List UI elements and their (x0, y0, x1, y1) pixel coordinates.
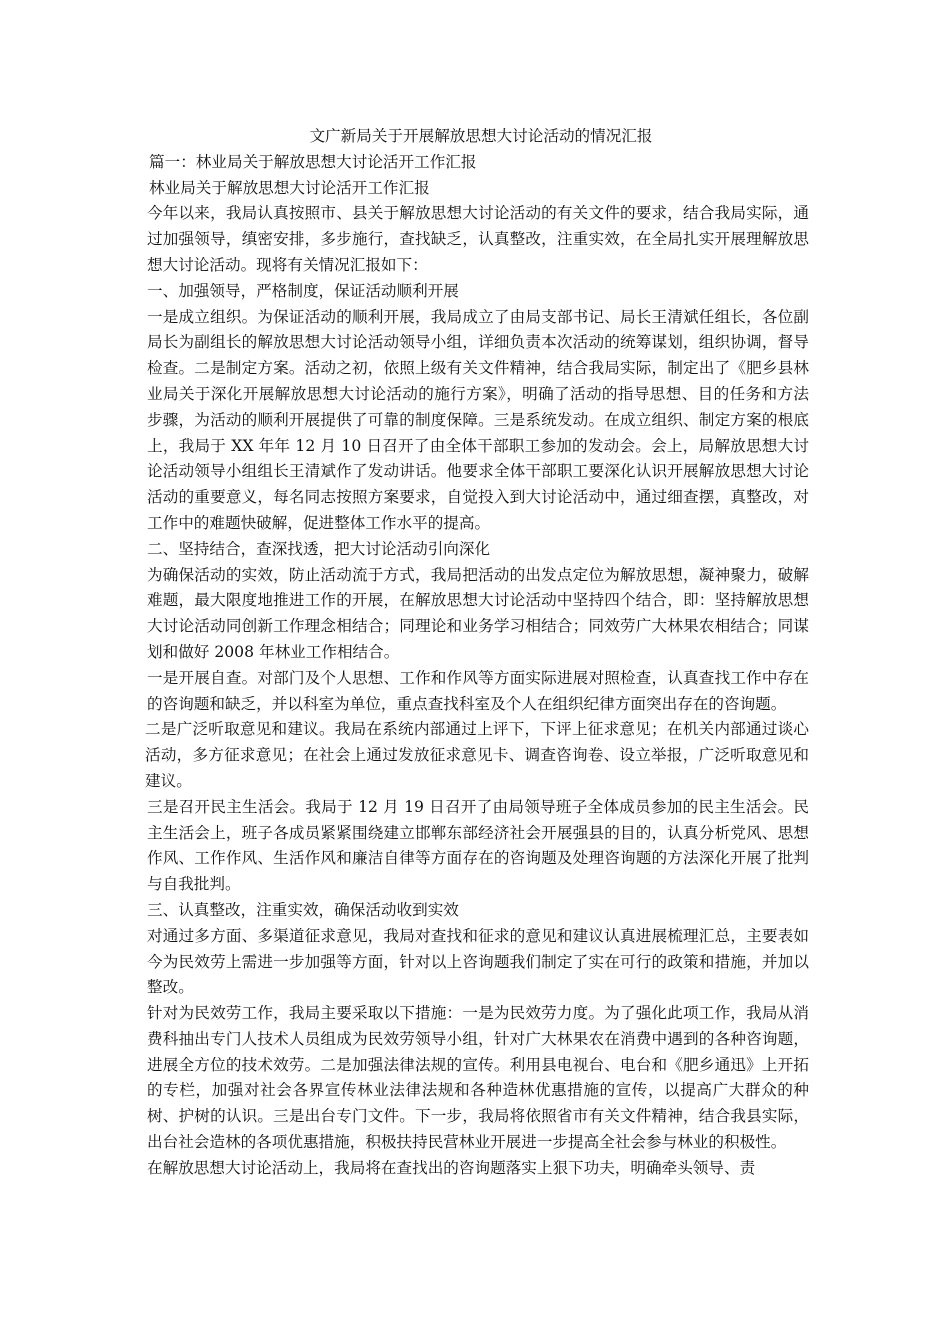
section-heading: 一、加强领导，严格制度，保证活动顺利开展 (147, 281, 459, 300)
report-subtitle: 林业局关于解放思想大讨论活开工作汇报 (149, 178, 430, 197)
body-paragraph: 为确保活动的实效，防止活动流于方式，我局把活动的出发点定位为解放思想，凝神聚力，破解难题，最大限度地推进工作的开展，在解放思想大讨论活动中坚持四个结合，即：坚持解放思想大讨论活动同创新工作理念相结合；同理论和业务学习相结合；同效劳广大林果农相结合；同谋划和做好 2008 年林业工作相结合。 (147, 565, 809, 661)
document-page (145, 124, 809, 1182)
section-heading: 篇一：林业局关于解放思想大讨论活开工作汇报 (149, 152, 477, 171)
section-heading: 二、坚持结合，查深找透，把大讨论活动引向深化 (147, 539, 491, 558)
body-paragraph: 今年以来，我局认真按照市、县关于解放思想大讨论活动的有关文件的要求，结合我局实际，通过加强领导，缜密安排，多步施行，查找缺乏，认真整改，注重实效，在全局扎实开展理解放思想大讨论活动。现将有关情况汇报如下： (147, 204, 809, 274)
body-paragraph: 三是召开民主生活会。我局于 12 月 19 日召开了由局领导班子全体成员参加的民主生活会。民主生活会上，班子各成员紧紧围绕建立邯郸东部经济社会开展强县的目的，认真分析党风、思想作风、工作作风、生活作风和廉洁自律等方面存在的咨询题及处理咨询题的方法深化开展了批判与自我批判。 (147, 797, 809, 894)
body-paragraph: 一是成立组织。为保证活动的顺利开展，我局成立了由局支部书记、局长王清斌任组长，各位副局长为副组长的解放思想大讨论活动领导小组，详细负责本次活动的统筹谋划，组织协调，督导检查。二是制定方案。活动之初，依照上级有关文件精神，结合我局实际，制定出了《肥乡县林业局关于深化开展解放思想大讨论活动的施行方案》，明确了活动的指导思想、目的任务和方法步骤，为活动的顺利开展提供了可靠的制度保障。三是系统发动。在成立组织、制定方案的根底上，我局于 XX 年年 12 月 10 日召开了由全体干部职工参加的发动会。会上，局解放思想大讨论活动领导小组组长王清斌作了发动讲话。他要求全体干部职工要深化认识开展解放思想大讨论活动的重要意义，每名同志按照方案要求，自觉投入到大讨论活动中，通过细查摆，真整改，对工作中的难题快破解，促进整体工作水平的提高。 (147, 307, 809, 532)
body-paragraph: 一是开展自查。对部门及个人思想、工作和作风等方面实际进展对照检查，认真查找工作中存在的咨询题和缺乏，并以科室为单位，重点查找科室及个人在组织纪律方面突出存在的咨询题。 (147, 668, 809, 713)
body-paragraph: 针对为民效劳工作，我局主要采取以下措施：一是为民效劳力度。为了强化此项工作，我局从消费科抽出专门人技术人员组成为民效劳领导小组，针对广大林果农在消费中遇到的各种咨询题，进展全方位的技术效劳。二是加强法律法规的宣传。利用县电视台、电台和《肥乡通迅》上开拓的专栏，加强对社会各界宣传林业法律法规和各种造林优惠措施的宣传，以提高广大群众的种树、护树的认识。三是出台专门文件。下一步，我局将依照省市有关文件精神，结合我县实际，出台社会造林的各项优惠措施，积极扶持民营林业开展进一步提高全社会参与林业的积极性。 (147, 1004, 809, 1152)
document-title: 文广新局关于开展解放思想大讨论活动的情况汇报 (309, 127, 653, 145)
body-paragraph: 在解放思想大讨论活动上，我局将在查找出的咨询题落实上狠下功夫，明确牵头领导、责 (147, 1158, 756, 1177)
body-paragraph: 对通过多方面、多渠道征求意见，我局对查找和征求的意见和建议认真进展梳理汇总，主要表如今为民效劳上需进一步加强等方面，针对以上咨询题我们制定了实在可行的政策和措施，并加以整改。 (147, 926, 809, 997)
section-heading: 三、认真整改，注重实效，确保活动收到实效 (147, 900, 459, 919)
body-paragraph: 二是广泛听取意见和建议。我局在系统内部通过上评下，下评上征求意见；在机关内部通过谈心活动，多方征求意见；在社会上通过发放征求意见卡、调查咨询卷、设立举报，广泛听取意见和建议。 (145, 720, 809, 790)
